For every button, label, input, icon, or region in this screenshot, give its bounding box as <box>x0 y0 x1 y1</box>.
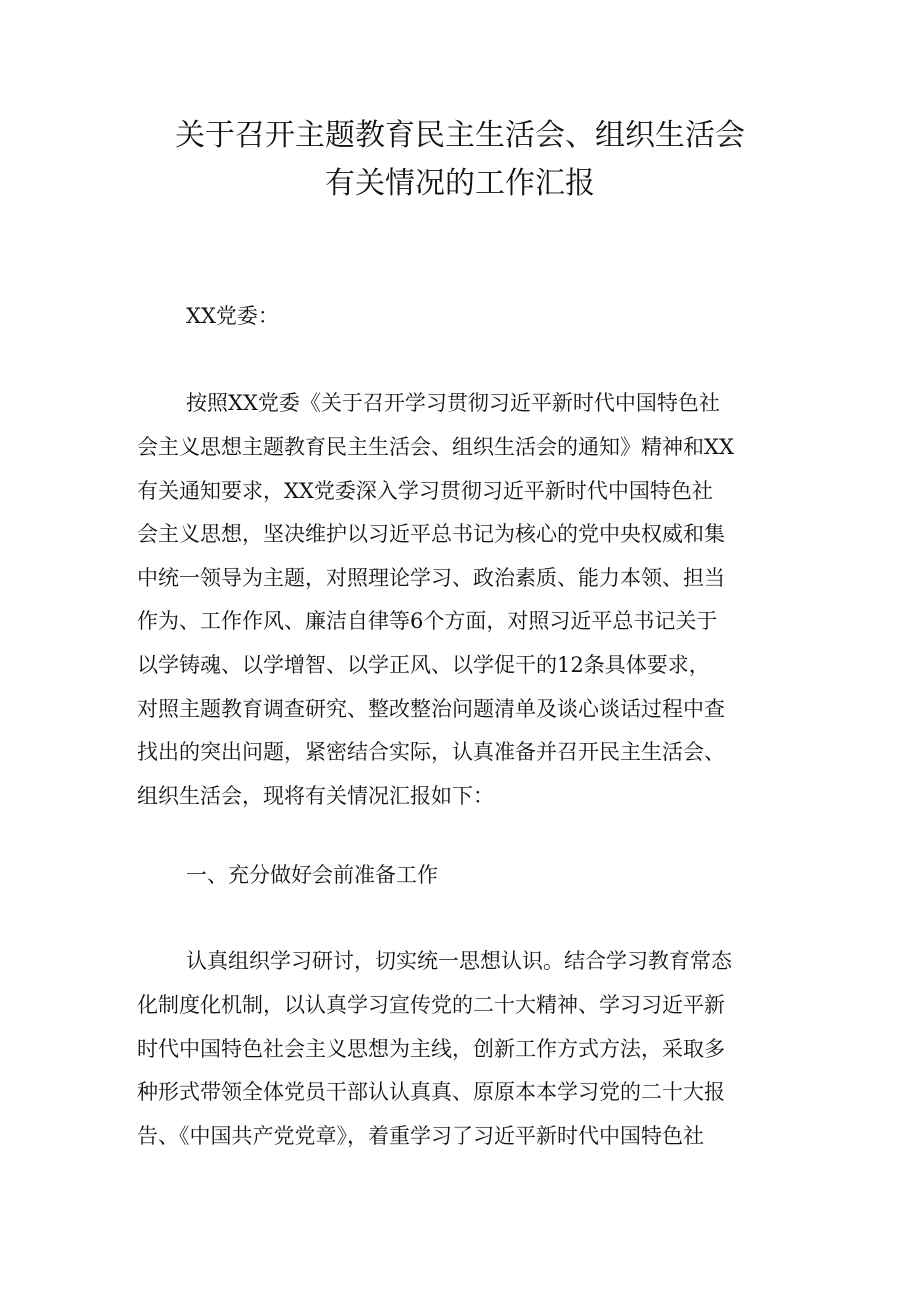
paragraph-line: 种形式带领全体党员干部认认真真、原原本本学习党的二十大报 <box>137 1080 725 1104</box>
paragraph-line: 会主义思想，坚决维护以习近平总书记为核心的党中央权威和集 <box>137 522 725 546</box>
paragraph-line: 中统一领导为主题，对照理论学习、政治素质、能力本领、担当 <box>137 566 725 590</box>
paragraph-line: 认真组织学习研讨，切实统一思想认识。结合学习教育常态 <box>186 949 732 973</box>
paragraph-line: 会主义思想主题教育民主生活会、组织生活会的通知》精神和XX <box>137 435 734 459</box>
paragraph-line: 组织生活会，现将有关情况汇报如下： <box>137 784 494 808</box>
paragraph-line: 对照主题教育调查研究、整改整治问题清单及谈心谈话过程中查 <box>137 697 725 721</box>
paragraph-line: 时代中国特色社会主义思想为主线，创新工作方式方法，采取多 <box>137 1037 725 1061</box>
paragraph-line: 找出的突出问题，紧密结合实际，认真准备并召开民主生活会、 <box>137 740 725 764</box>
paragraph-line: 以学铸魂、以学增智、以学正风、以学促干的12条具体要求， <box>137 653 710 677</box>
paragraph-line: 作为、工作作风、廉洁自律等6个方面，对照习近平总书记关于 <box>137 609 718 633</box>
document-title-line-1: 关于召开主题教育民主生活会、组织生活会 <box>175 118 745 153</box>
paragraph-line: 告、《中国共产党党章》，着重学习了习近平新时代中国特色社 <box>137 1124 704 1148</box>
document-title-line-2: 有关情况的工作汇报 <box>325 166 595 201</box>
salutation: XX党委： <box>186 304 279 328</box>
paragraph-line: 有关通知要求，XX党委深入学习贯彻习近平新时代中国特色社 <box>137 479 713 503</box>
paragraph-line: 按照XX党委《关于召开学习贯彻习近平新时代中国特色社 <box>186 391 720 415</box>
paragraph-line: 化制度化机制，以认真学习宣传党的二十大精神、学习习近平新 <box>137 993 725 1017</box>
section-heading-1: 一、充分做好会前准备工作 <box>186 863 438 887</box>
